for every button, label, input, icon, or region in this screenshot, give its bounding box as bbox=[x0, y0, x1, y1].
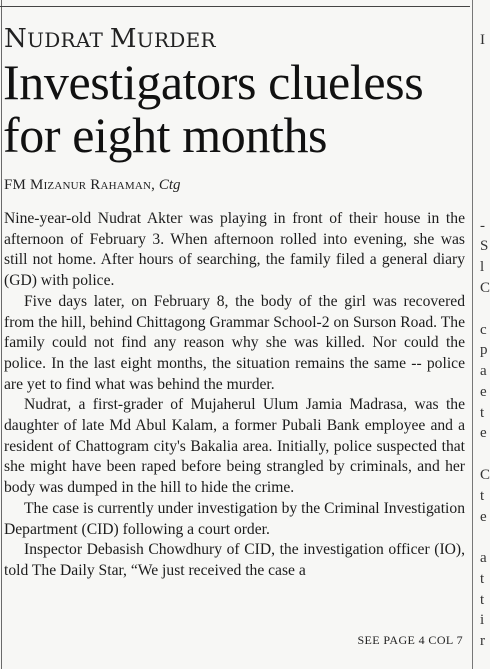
adjacent-fragment-char: t bbox=[480, 405, 485, 421]
adjacent-fragment-char: p bbox=[480, 342, 488, 358]
adjacent-fragment-char: S bbox=[480, 238, 489, 254]
article-paragraph-1: Nine-year-old Nudrat Akter was playing in front of their house in the afternoon of February 3. When afternoon rolled into evening, she was still not home. After hours of searching, the family filed a general diary (GD) with police. bbox=[4, 210, 465, 290]
adjacent-fragment-char: C bbox=[480, 280, 490, 296]
article-headline: Investigators clueless for eight months bbox=[3, 54, 424, 163]
kicker-rest-1: UDRAT bbox=[27, 28, 110, 52]
article-kicker bbox=[4, 24, 216, 55]
adjacent-fragment-char: t bbox=[480, 571, 485, 587]
top-rule bbox=[0, 6, 470, 7]
adjacent-fragment-char: r bbox=[480, 633, 485, 649]
adjacent-fragment-char: C bbox=[480, 467, 490, 483]
adjacent-fragment-char: e bbox=[480, 509, 487, 525]
adjacent-fragment-char: t bbox=[480, 488, 485, 504]
adjacent-fragment-char: - bbox=[480, 218, 485, 234]
adjacent-fragment-char: I bbox=[480, 32, 485, 48]
article-paragraph-3: Nudrat, a first-grader of Mujaherul Ulum Jamia Madrasa, was the daughter of late Md Abul Kalam, a former Pubali Bank employee and a resident of Chattogram city's Bakalia area. Initially, police suspected that she might have been raped before being strangled by criminals, and her body was dumped in the hill to hide the crime. bbox=[4, 396, 465, 497]
byline-author: FM Mizanur Rahaman, bbox=[4, 177, 156, 193]
left-edge-rule bbox=[1, 0, 2, 669]
kicker-rest-2: URDER bbox=[136, 28, 216, 52]
adjacent-fragment-char: c bbox=[480, 322, 487, 338]
article-byline bbox=[4, 176, 181, 194]
byline-place: Ctg bbox=[158, 177, 181, 193]
adjacent-fragment-char: e bbox=[480, 384, 487, 400]
article-paragraph-5: Inspector Debasish Chowdhury of CID, the investigation officer (IO), told The Daily Star, “We just received the case a bbox=[4, 541, 465, 579]
adjacent-fragment-char: a bbox=[480, 363, 487, 379]
continuation-jump-line: SEE PAGE 4 COL 7 bbox=[357, 633, 463, 647]
kicker-initial-1: N bbox=[4, 24, 28, 54]
article-body bbox=[4, 209, 465, 582]
adjacent-column-fragment bbox=[478, 0, 490, 669]
article-paragraph-2: Five days later, on February 8, the body of the girl was recovered from the hill, behind Chittagong Grammar School-2 on Surson Road. The family could not find any reason why she was killed. Nor could the police. In the last eight months, the situation remains the same -- police are yet to find what was behind the murder. bbox=[4, 292, 465, 393]
adjacent-fragment-char: a bbox=[480, 550, 487, 566]
adjacent-fragment-char: i bbox=[480, 612, 485, 628]
adjacent-fragment-char: e bbox=[480, 425, 487, 441]
adjacent-fragment-char: l bbox=[480, 259, 485, 275]
kicker-initial-2: M bbox=[109, 24, 137, 54]
adjacent-fragment-char: t bbox=[480, 592, 485, 608]
article-paragraph-4: The case is currently under investigation by the Criminal Investigation Department (CID) following a court order. bbox=[4, 499, 465, 538]
